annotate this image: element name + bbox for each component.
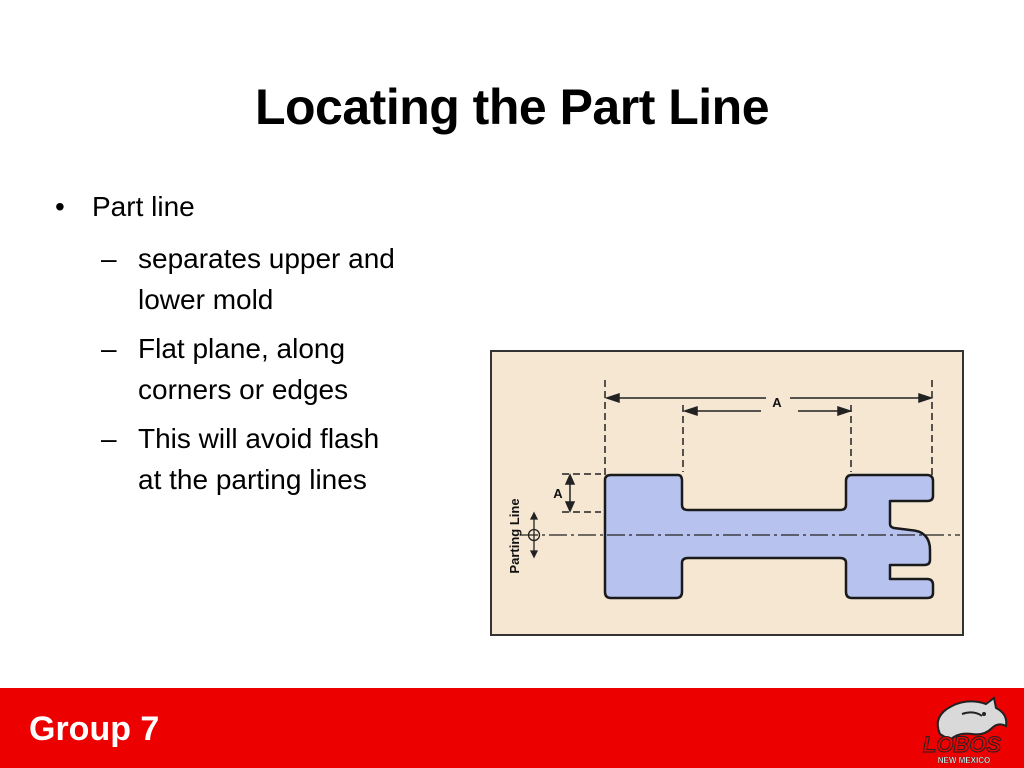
- slide-title: Locating the Part Line: [254, 79, 770, 135]
- bullet-marker: •: [55, 191, 65, 222]
- sub-bullet-avoid-flash: [101, 418, 475, 500]
- bullet-part-line: [55, 190, 475, 224]
- dash-marker: –: [101, 243, 117, 274]
- dimension-label-a: A: [772, 395, 782, 410]
- sub-bullet-list: [55, 238, 475, 500]
- dash-marker: –: [101, 423, 117, 454]
- bullet-list: [55, 190, 475, 508]
- parting-line-label: Parting Line: [507, 498, 522, 574]
- sub-bullet-line: This will avoid flash: [138, 423, 380, 454]
- sub-bullet-flat-plane: [101, 328, 475, 410]
- logo-subtext: NEW MEXICO: [937, 756, 991, 765]
- sub-bullet-separates: [101, 238, 475, 320]
- bullet-text: Part line: [92, 191, 195, 222]
- dimension-label-a: A: [553, 486, 563, 501]
- footer-group-label: Group 7: [29, 710, 160, 748]
- sub-bullet-line: separates upper and: [138, 243, 395, 274]
- dash-marker: –: [101, 333, 117, 364]
- sub-bullet-line: lower mold: [138, 284, 274, 315]
- logo-wordmark: LOBOS: [922, 732, 1002, 757]
- sub-bullet-line: Flat plane, along: [138, 333, 346, 364]
- sub-bullet-line: corners or edges: [138, 374, 349, 405]
- lobos-logo: [902, 694, 1022, 766]
- parting-line-diagram: [490, 350, 964, 636]
- sub-bullet-line: at the parting lines: [138, 464, 367, 495]
